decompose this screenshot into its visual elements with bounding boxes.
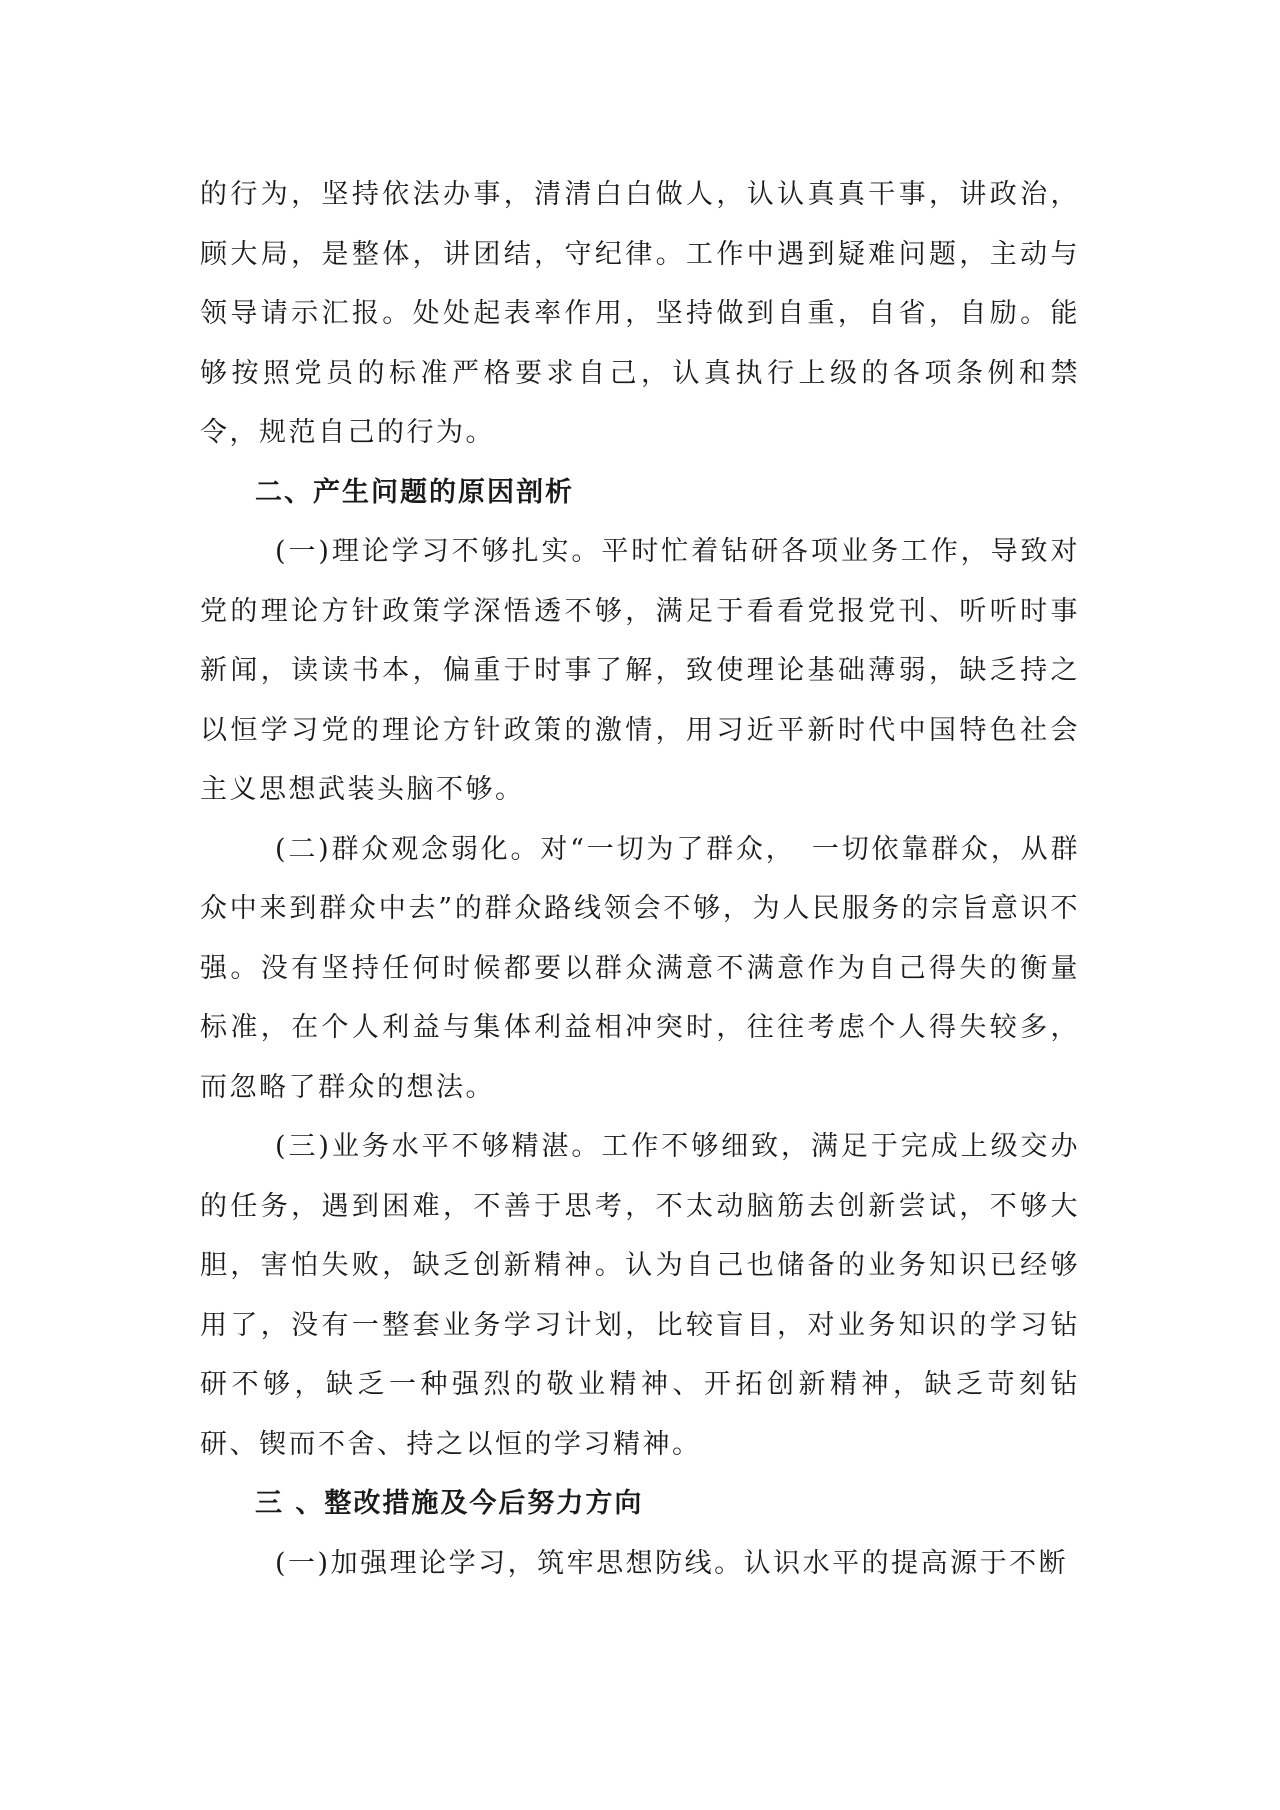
paragraph-strengthen-theory: (一)加强理论学习，筑牢思想防线。认识水平的提高源于不断 <box>275 1547 1069 1579</box>
section-heading-2: 二、产生问题的原因剖析 <box>255 476 574 508</box>
document-body <box>200 165 1080 1593</box>
paragraph-theory-study: (一)理论学习不够扎实。平时忙着钻研各项业务工作，导致对党的理论方针政策学深悟透不够，满足于看看党报党刊、听听时事新闻，读读书本，偏重于时事了解，致使理论基础薄弱，缺乏持之以恒学习党的理论方针政策的激情，用习近平新时代中国特色社会主义思想武装头脑不够。 <box>200 536 1080 805</box>
paragraph-business-level: (三)业务水平不够精湛。工作不够细致，满足于完成上级交办的任务，遇到困难，不善于思考，不太动脑筋去创新尝试，不够大胆，害怕失败，缺乏创新精神。认为自己也储备的业务知识已经够用了，没有一整套业务学习计划，比较盲目，对业务知识的学习钻研不够，缺乏一种强烈的敬业精神、开拓创新精神，缺乏苛刻钻研、锲而不舍、持之以恒的学习精神。 <box>200 1131 1080 1460</box>
paragraph-continuation: 的行为，坚持依法办事，清清白白做人，认认真真干事，讲政治，顾大局，是整体，讲团结，守纪律。工作中遇到疑难问题，主动与领导请示汇报。处处起表率作用，坚持做到自重，自省，自励。能够按照党员的标准严格要求自己，认真执行上级的各项条例和禁令，规范自己的行为。 <box>200 179 1080 448</box>
section-heading-3: 三 、整改措施及今后努力方向 <box>255 1488 644 1519</box>
paragraph-mass-concept: (二)群众观念弱化。对“一切为了群众， 一切依靠群众，从群众中来到群众中去”的群众路线领会不够，为人民服务的宗旨意识不强。没有坚持任何时候都要以群众满意不满意作为自己得失的衡量标准，在个人利益与集体利益相冲突时，往往考虑个人得失较多，而忽略了群众的想法。 <box>200 833 1080 1103</box>
